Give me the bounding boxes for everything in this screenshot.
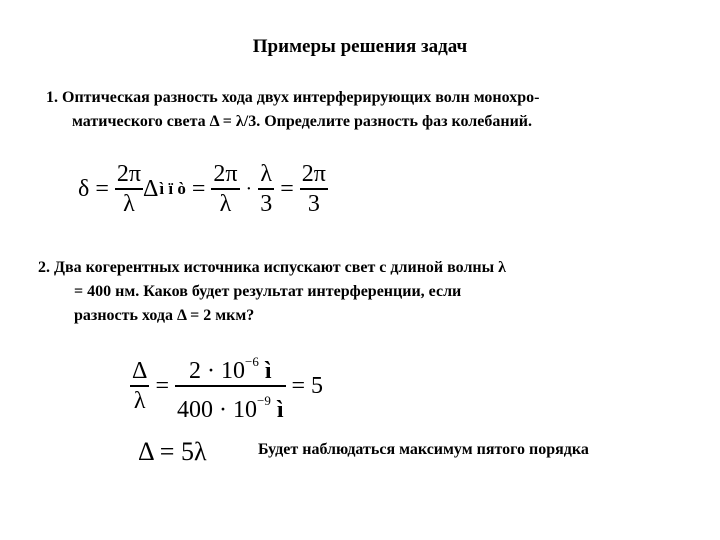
fraction-2pi-over-3 [300,160,328,218]
numerator-value: 2 · 10 [188,358,245,384]
denominator-value: 400 · 10 [176,397,257,423]
fraction-delta-over-lambda [130,357,149,415]
fraction-numerator: 2π [116,161,141,187]
fraction-lambda-over-3 [258,160,274,218]
fraction-numerator: Δ [132,358,148,384]
fraction-numerator: λ [260,161,273,187]
result-value: 5 [311,372,324,399]
equals-sign: = [191,175,206,202]
delta-small-symbol: δ [78,175,90,202]
fraction-2pi-over-lambda [115,160,143,218]
equals-sign: = [155,372,169,399]
formula-result: Δ = 5λ [138,437,207,466]
problem-2-line-1: 2. Два когерентных источника испускают свет с длиной волны λ [38,259,506,276]
answer-text: Будет наблюдаться максимум пятого порядка [258,441,589,458]
fraction-numerator: 2π [301,161,326,187]
equals-sign: = [291,372,306,399]
problem-2-line-2: = 400 нм. Каков будет результат интерференции, если [74,283,462,300]
denominator-unit: ì [276,397,284,423]
formula-phase-difference [78,160,328,218]
fraction-numerator [187,348,274,385]
fraction-values [175,348,286,424]
fraction-denominator: λ [133,388,146,414]
numerator-unit: ì [264,358,272,384]
delta-subscript: ì ï ò [159,179,186,198]
problem-2-line-3: разность хода Δ = 2 мкм? [74,307,255,324]
fraction-2pi-over-lambda [211,160,239,218]
formula-ratio [130,348,323,424]
equals-sign: = [280,175,294,202]
denominator-exponent: −9 [256,393,271,408]
problem-1-line-2: матического света Δ = λ/3. Определите разность фаз колебаний. [72,113,533,130]
page-title: Примеры решения задач [252,36,468,57]
numerator-exponent: −6 [244,354,259,369]
fraction-numerator: 2π [213,161,238,187]
fraction-denominator: λ [219,191,232,217]
fraction-denominator: 3 [260,191,273,217]
fraction-denominator: λ [123,191,135,217]
multiplication-dot: · [245,177,253,200]
fraction-denominator: 3 [307,191,320,217]
fraction-denominator [175,387,286,424]
problem-1-line-1: 1. Оптическая разность хода двух интерферирующих волн монохро- [46,89,540,106]
equals-sign: = [95,175,109,202]
delta-symbol: Δ [142,175,159,202]
